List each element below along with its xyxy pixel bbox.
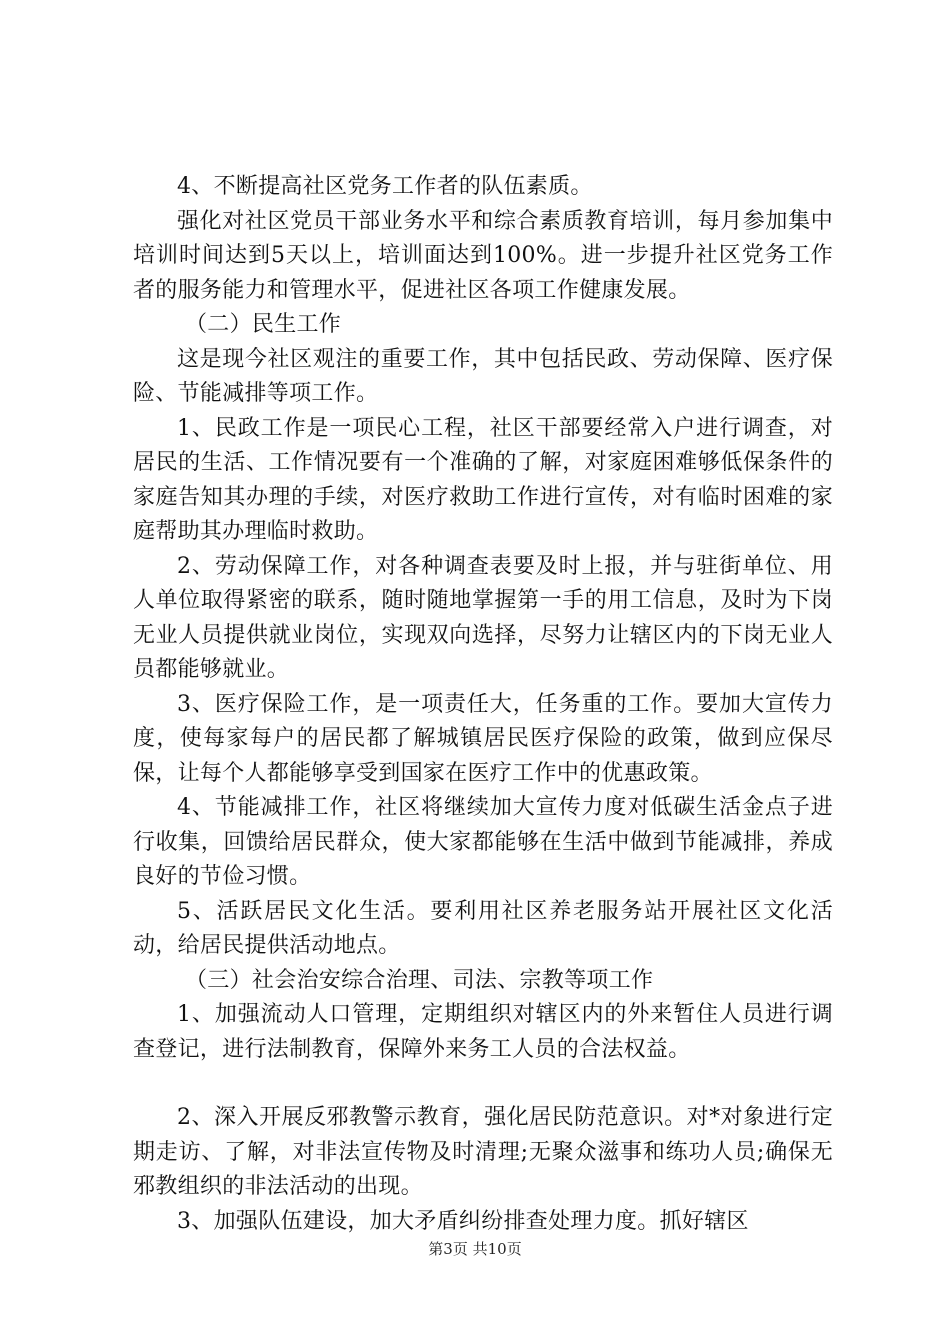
paragraph-5: 2、劳动保障工作，对各种调查表要及时上报，并与驻街单位、用人单位取得紧密的联系，随时随地掌握第一手的用工信息，及时为下岗无业人员提供就业岗位，实现双向选择，尽努力让辖区内的下岗无业人员都能够就业。 [133, 553, 833, 682]
page-number-footer: 第3页 共10页 [428, 1240, 522, 1258]
paragraph-7: 4、节能减排工作，社区将继续加大宣传力度对低碳生活金点子进行收集，回馈给居民群众，使大家都能够在生活中做到节能减排，养成良好的节俭习惯。 [133, 795, 833, 889]
paragraph-9: 1、加强流动人口管理，定期组织对辖区内的外来暂住人员进行调查登记，进行法制教育，保障外来务工人员的合法权益。 [133, 1002, 833, 1062]
paragraph-3: 这是现今社区观注的重要工作，其中包括民政、劳动保障、医疗保险、节能减排等项工作。 [133, 346, 833, 406]
paragraph-1: 4、不断提高社区党务工作者的队伍素质。 [177, 174, 593, 199]
paragraph-6: 3、医疗保险工作，是一项责任大，任务重的工作。要加大宣传力度，使每家每户的居民都了解城镇居民医疗保险的政策，做到应保尽保，让每个人都能够享受到国家在医疗工作中的优惠政策。 [133, 691, 833, 786]
paragraph-2: 强化对社区党员干部业务水平和综合素质教育培训，每月参加集中培训时间达到5天以上，培训面达到100%。进一步提升社区党务工作者的服务能力和管理水平，促进社区各项工作健康发展。 [133, 208, 833, 303]
document-body [133, 170, 833, 1239]
paragraph-10: 2、深入开展反邪教警示教育，强化居民防范意识。对*对象进行定期走访、了解，对非法宣传物及时清理;无聚众滋事和练功人员;确保无邪教组织的非法活动的出现。 [133, 1105, 833, 1199]
paragraph-8: 5、活跃居民文化生活。要利用社区养老服务站开展社区文化活动，给居民提供活动地点。 [133, 898, 833, 958]
paragraph-11: 3、加强队伍建设，加大矛盾纠纷排查处理力度。抓好辖区 [177, 1208, 749, 1234]
section-heading-security: （三）社会治安综合治理、司法、宗教等项工作 [185, 967, 654, 993]
paragraph-4: 1、民政工作是一项民心工程，社区干部要经常入户进行调查，对居民的生活、工作情况要有一个准确的了解，对家庭困难够低保条件的家庭告知其办理的手续，对医疗救助工作进行宣传，对有临时困难的家庭帮助其办理临时救助。 [133, 415, 833, 544]
section-heading-livelihood: （二）民生工作 [185, 312, 342, 337]
paragraph-gap [133, 1067, 833, 1101]
